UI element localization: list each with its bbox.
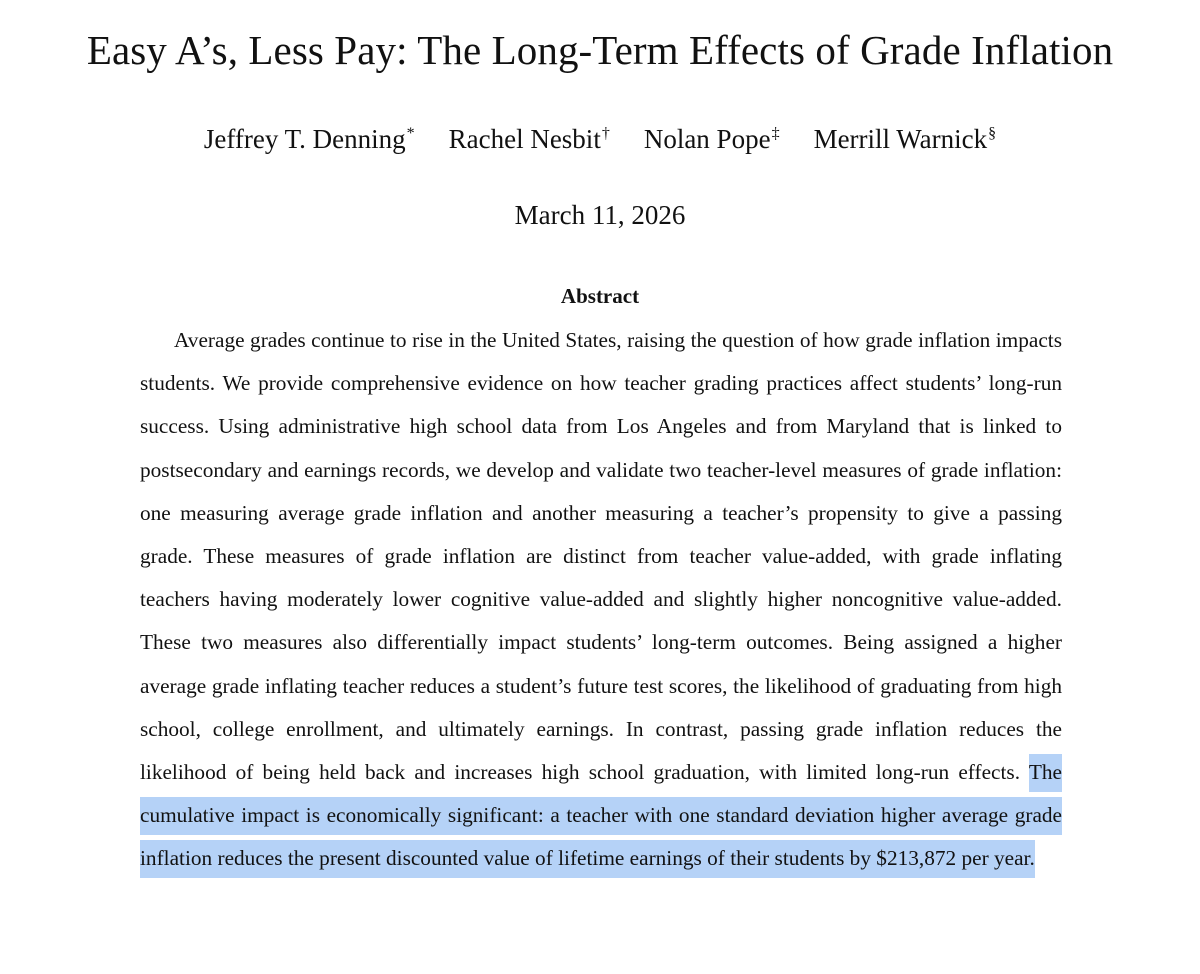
abstract-heading: Abstract	[560, 284, 640, 308]
author-footnote-mark: ‡	[771, 125, 780, 142]
paper-title: Easy A’s, Less Pay: The Long-Term Effects of Grade Inflation	[86, 27, 1114, 73]
author-name: Nolan Pope	[643, 124, 771, 154]
author-name: Jeffrey T. Denning	[203, 124, 406, 154]
paper-date: March 11, 2026	[514, 200, 686, 230]
author-denning	[204, 121, 415, 157]
abstract-text[interactable]: Average grades continue to rise in the United States, raising the question of how grade inflation impacts students. We provide comprehensive evidence on how teacher grading practices affect students’ long-run success. Using administrative high school data from Los Angeles and from Maryland that is linked to postsecondary and earnings records, we develop and validate two teacher-level measures of grade inflation: one measuring average grade inflation and another measuring a teacher’s propensity to give a passing grade. These measures of grade inflation are distinct from teacher value-added, with grade inflating teachers having moderately lower cognitive value-added and slightly higher noncognitive value-added. These two measures also differentially impact students’ long-term outcomes. Being assigned a higher average grade inflating teacher reduces a student’s future test scores, the likelihood of graduating from high school, college enrollment, and ultimately earnings. In contrast, passing grade inflation reduces the likelihood of being held back and increases high school graduation, with limited long-run effects.	[140, 328, 1062, 785]
author-pope	[644, 121, 780, 157]
highlighted-selection[interactable]: The cumulative impact is economically significant: a teacher with one standard deviation higher average grade inflation reduces the present discounted value of lifetime earnings of their students by $213,872 per year.	[140, 754, 1062, 878]
abstract-paragraph[interactable]	[140, 319, 1062, 881]
author-footnote-mark: §	[988, 125, 997, 142]
author-footnote-mark: *	[406, 125, 415, 142]
author-warnick	[814, 121, 997, 157]
author-name: Merrill Warnick	[813, 124, 988, 154]
author-name: Rachel Nesbit	[448, 124, 601, 154]
author-nesbit	[449, 121, 610, 157]
author-list	[0, 121, 1200, 157]
author-footnote-mark: †	[601, 125, 610, 142]
